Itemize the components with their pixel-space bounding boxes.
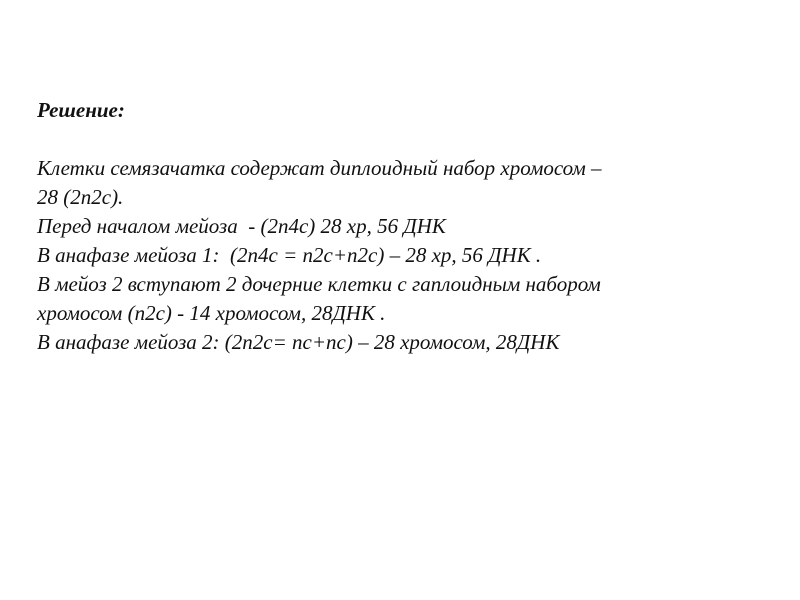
text-line-6: хромосом (n2c) - 14 хромосом, 28ДНК . [37,301,386,325]
solution-heading: Решение: [37,98,125,122]
text-line-7: В анафазе мейоза 2: (2n2c= nc+nc) – 28 хромосом, 28ДНК [37,330,560,354]
solution-text-block [37,96,777,357]
text-line-3: Перед началом мейоза - (2n4c) 28 хр, 56 ДНК [37,214,446,238]
text-line-1: Клетки семязачатка содержат диплоидный набор хромосом – [37,156,602,180]
text-line-5: В мейоз 2 вступают 2 дочерние клетки с гаплоидным набором [37,272,601,296]
text-line-2: 28 (2n2c). [37,185,124,209]
blank-line [37,125,777,154]
text-line-4: В анафазе мейоза 1: (2n4c = n2c+n2c) – 28 хр, 56 ДНК . [37,243,542,267]
